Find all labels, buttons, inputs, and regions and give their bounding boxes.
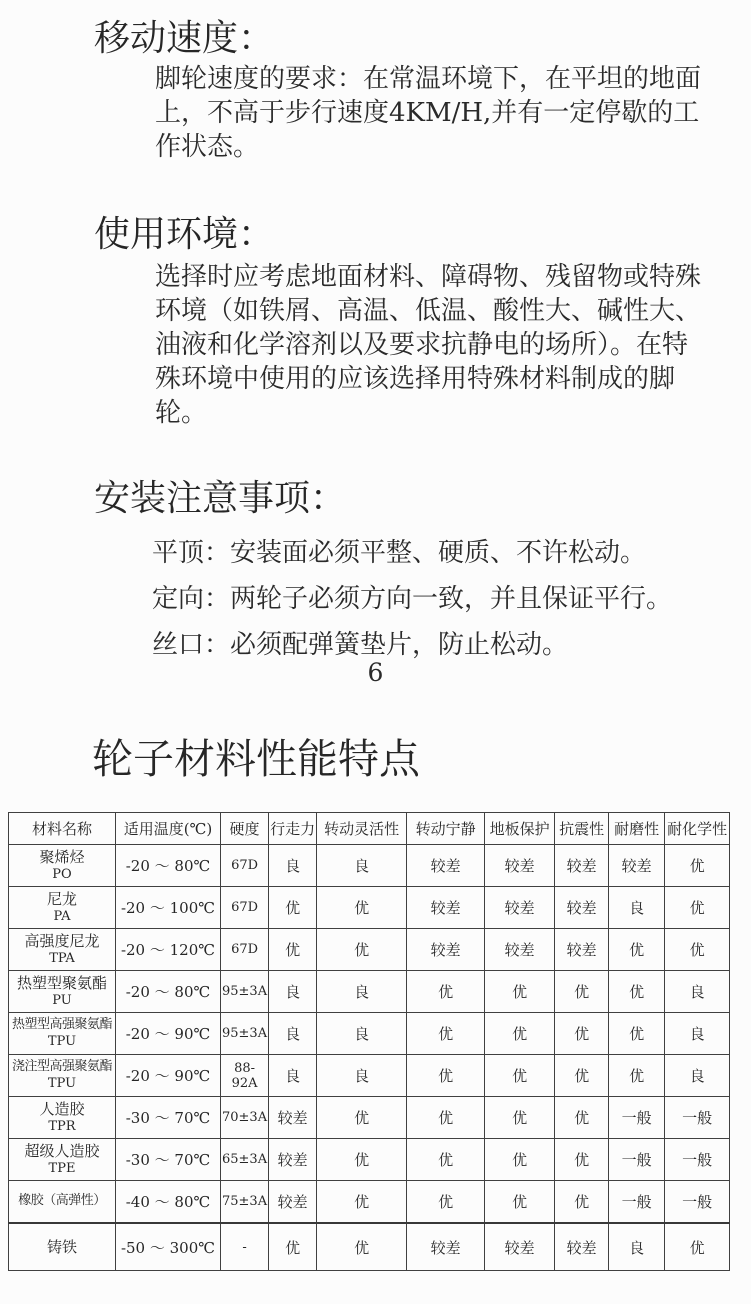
table-cell: 75±3A [221,1181,269,1224]
material-name-cell [9,845,116,887]
column-header: 抗震性 [555,813,609,845]
table-cell: -50 ～ 300℃ [116,1223,221,1271]
table-cell: 较差 [555,887,609,929]
table-cell: 优 [665,845,730,887]
table-cell: 较差 [407,887,485,929]
table-cell: 优 [485,1181,555,1224]
table-row [9,1223,730,1271]
table-cell: 较差 [269,1181,317,1224]
table-row [9,971,730,1013]
table-cell: 优 [269,1223,317,1271]
table-row [9,1181,730,1224]
table-cell: 良 [665,1055,730,1097]
material-name-line: 浇注型高强聚氨酯 [11,1059,112,1075]
table-cell: 较差 [609,845,665,887]
note-directional: 定向：两轮子必须方向一致，并且保证平行。 [152,584,673,614]
table-cell: 良 [269,971,317,1013]
material-name-cell [9,887,116,929]
table-cell: 较差 [555,845,609,887]
material-name-cell [9,1013,116,1055]
table-cell: 良 [269,845,317,887]
table-cell: 优 [485,1013,555,1055]
material-name-cell [9,1055,116,1097]
section-heading-moving-speed: 移动速度： [94,18,275,59]
material-name-line: PA [53,908,71,924]
table-cell: 优 [317,1139,407,1181]
table-cell: 优 [665,1223,730,1271]
column-header: 材料名称 [9,813,116,845]
table-row [9,887,730,929]
table-cell: 优 [555,1139,609,1181]
material-name-line: TPR [48,1118,76,1134]
table-cell: -20 ～ 80℃ [116,971,221,1013]
section-heading-usage-environment: 使用环境： [94,214,275,255]
table-cell: 一般 [609,1097,665,1139]
table-cell: 优 [609,971,665,1013]
table-cell: 较差 [407,845,485,887]
page-number: 6 [367,658,384,687]
material-name-line: TPE [48,1160,76,1176]
table-cell: 良 [269,1013,317,1055]
table-cell: -20 ～ 120℃ [116,929,221,971]
table-cell: 65±3A [221,1139,269,1181]
table-cell: 优 [269,929,317,971]
table-cell: 优 [665,887,730,929]
note-threaded: 丝口：必须配弹簧垫片，防止松动。 [152,630,569,660]
material-name-line: 聚烯烃 [39,848,85,866]
material-name-line: 尼龙 [46,890,77,908]
paragraph-moving-speed: 脚轮速度的要求：在常温环境下，在平坦的地面上，不高于步行速度4KM/H,并有一定停歇的工作状态。 [155,64,702,162]
table-cell: 优 [407,1055,485,1097]
table-cell: 88-92A [221,1055,269,1097]
table-cell: 一般 [609,1139,665,1181]
section-heading-installation-notes: 安装注意事项： [94,478,347,519]
material-name-cell [9,971,116,1013]
table-cell: - [221,1223,269,1271]
table-cell: 95±3A [221,971,269,1013]
material-performance-table [8,812,730,1271]
table-row [9,1013,730,1055]
table-cell: -30 ～ 70℃ [116,1139,221,1181]
table-cell: 较差 [407,929,485,971]
table-cell: 优 [555,1181,609,1224]
table-header-row [9,813,730,845]
table-cell: 较差 [485,1223,555,1271]
table-row [9,1097,730,1139]
table-cell: 良 [665,1013,730,1055]
table-cell: 良 [609,887,665,929]
table-cell: 一般 [609,1181,665,1224]
column-header: 转动灵活性 [317,813,407,845]
material-name-cell [9,1097,116,1139]
table-cell: 较差 [555,1223,609,1271]
column-header: 地板保护 [485,813,555,845]
material-name-line: 高强度尼龙 [24,932,100,950]
table-cell: 良 [269,1055,317,1097]
table-cell: 95±3A [221,1013,269,1055]
material-name-cell [9,1223,116,1271]
table-cell: 较差 [269,1097,317,1139]
table-cell: -20 ～ 80℃ [116,845,221,887]
table-row [9,1055,730,1097]
table-cell: 较差 [485,887,555,929]
table-cell: 优 [555,1097,609,1139]
table-cell: 较差 [407,1223,485,1271]
table-cell: 优 [407,1013,485,1055]
table-title: 轮子材料性能特点 [92,735,420,783]
material-name-line: TPA [49,950,75,966]
material-name-line: PO [52,866,72,882]
table-cell: 优 [317,1097,407,1139]
material-name-line: 铸铁 [46,1237,77,1256]
table-cell: 良 [665,971,730,1013]
table-cell: 70±3A [221,1097,269,1139]
material-name-cell [9,1181,116,1224]
table-cell: 较差 [485,929,555,971]
table-cell: 优 [485,1139,555,1181]
table-cell: 良 [317,1013,407,1055]
table-cell: 优 [407,1139,485,1181]
material-name-line: TPU [47,1033,77,1049]
table-cell: 优 [485,971,555,1013]
material-name-line: TPU [47,1075,77,1091]
table-cell: 优 [609,1013,665,1055]
column-header: 耐磨性 [609,813,665,845]
table-cell: 一般 [665,1139,730,1181]
table-cell: 较差 [555,929,609,971]
table-cell: 优 [665,929,730,971]
material-name-line: 热塑型高强聚氨酯 [11,1017,112,1033]
table-cell: 优 [269,887,317,929]
table-cell: 67D [221,929,269,971]
table-cell: 优 [555,1013,609,1055]
note-flat-top: 平顶：安装面必须平整、硬质、不许松动。 [152,538,647,568]
table-body [9,845,730,1271]
table-row [9,1139,730,1181]
table-cell: -20 ～ 90℃ [116,1055,221,1097]
column-header: 转动宁静 [407,813,485,845]
material-name-line: 人造胶 [39,1100,85,1118]
table-cell: 较差 [485,845,555,887]
table-cell: 良 [317,1055,407,1097]
column-header: 行走力 [269,813,317,845]
table-cell: 良 [609,1223,665,1271]
table-cell: 优 [555,1055,609,1097]
table-cell: -30 ～ 70℃ [116,1097,221,1139]
table-cell: 优 [485,1097,555,1139]
material-name-line: 热塑型聚氨酯 [16,974,107,992]
table-cell: -20 ～ 90℃ [116,1013,221,1055]
material-name-line: 橡胶（高弹性） [18,1193,106,1209]
column-header: 耐化学性 [665,813,730,845]
table-cell: 优 [407,1097,485,1139]
table-cell: 良 [317,971,407,1013]
paragraph-usage-environment: 选择时应考虑地面材料、障碍物、残留物或特殊环境（如铁屑、高温、低温、酸性大、碱性大、油液和化学溶剂以及要求抗静电的场所）。在特殊环境中使用的应该选择用特殊材料制成的脚轮。 [155,262,702,428]
table-cell: 67D [221,845,269,887]
table-cell: -20 ～ 100℃ [116,887,221,929]
table-cell: 良 [317,845,407,887]
table-cell: 优 [609,929,665,971]
table-row [9,845,730,887]
table-cell: 优 [317,887,407,929]
table-cell: 67D [221,887,269,929]
table-cell: 优 [407,971,485,1013]
table-cell: 较差 [269,1139,317,1181]
column-header: 适用温度(℃) [116,813,221,845]
table-cell: 优 [555,971,609,1013]
table-cell: 优 [317,929,407,971]
table-cell: 一般 [665,1097,730,1139]
table-row [9,929,730,971]
material-name-line: 超级人造胶 [24,1142,100,1160]
table-cell: 一般 [665,1181,730,1224]
material-name-cell [9,1139,116,1181]
material-name-line: PU [52,992,72,1008]
table-cell: 优 [609,1055,665,1097]
table-cell: 优 [317,1223,407,1271]
table-cell: -40 ～ 80℃ [116,1181,221,1224]
material-name-cell [9,929,116,971]
table-cell: 优 [485,1055,555,1097]
table-cell: 优 [317,1181,407,1224]
column-header: 硬度 [221,813,269,845]
table-cell: 优 [407,1181,485,1224]
